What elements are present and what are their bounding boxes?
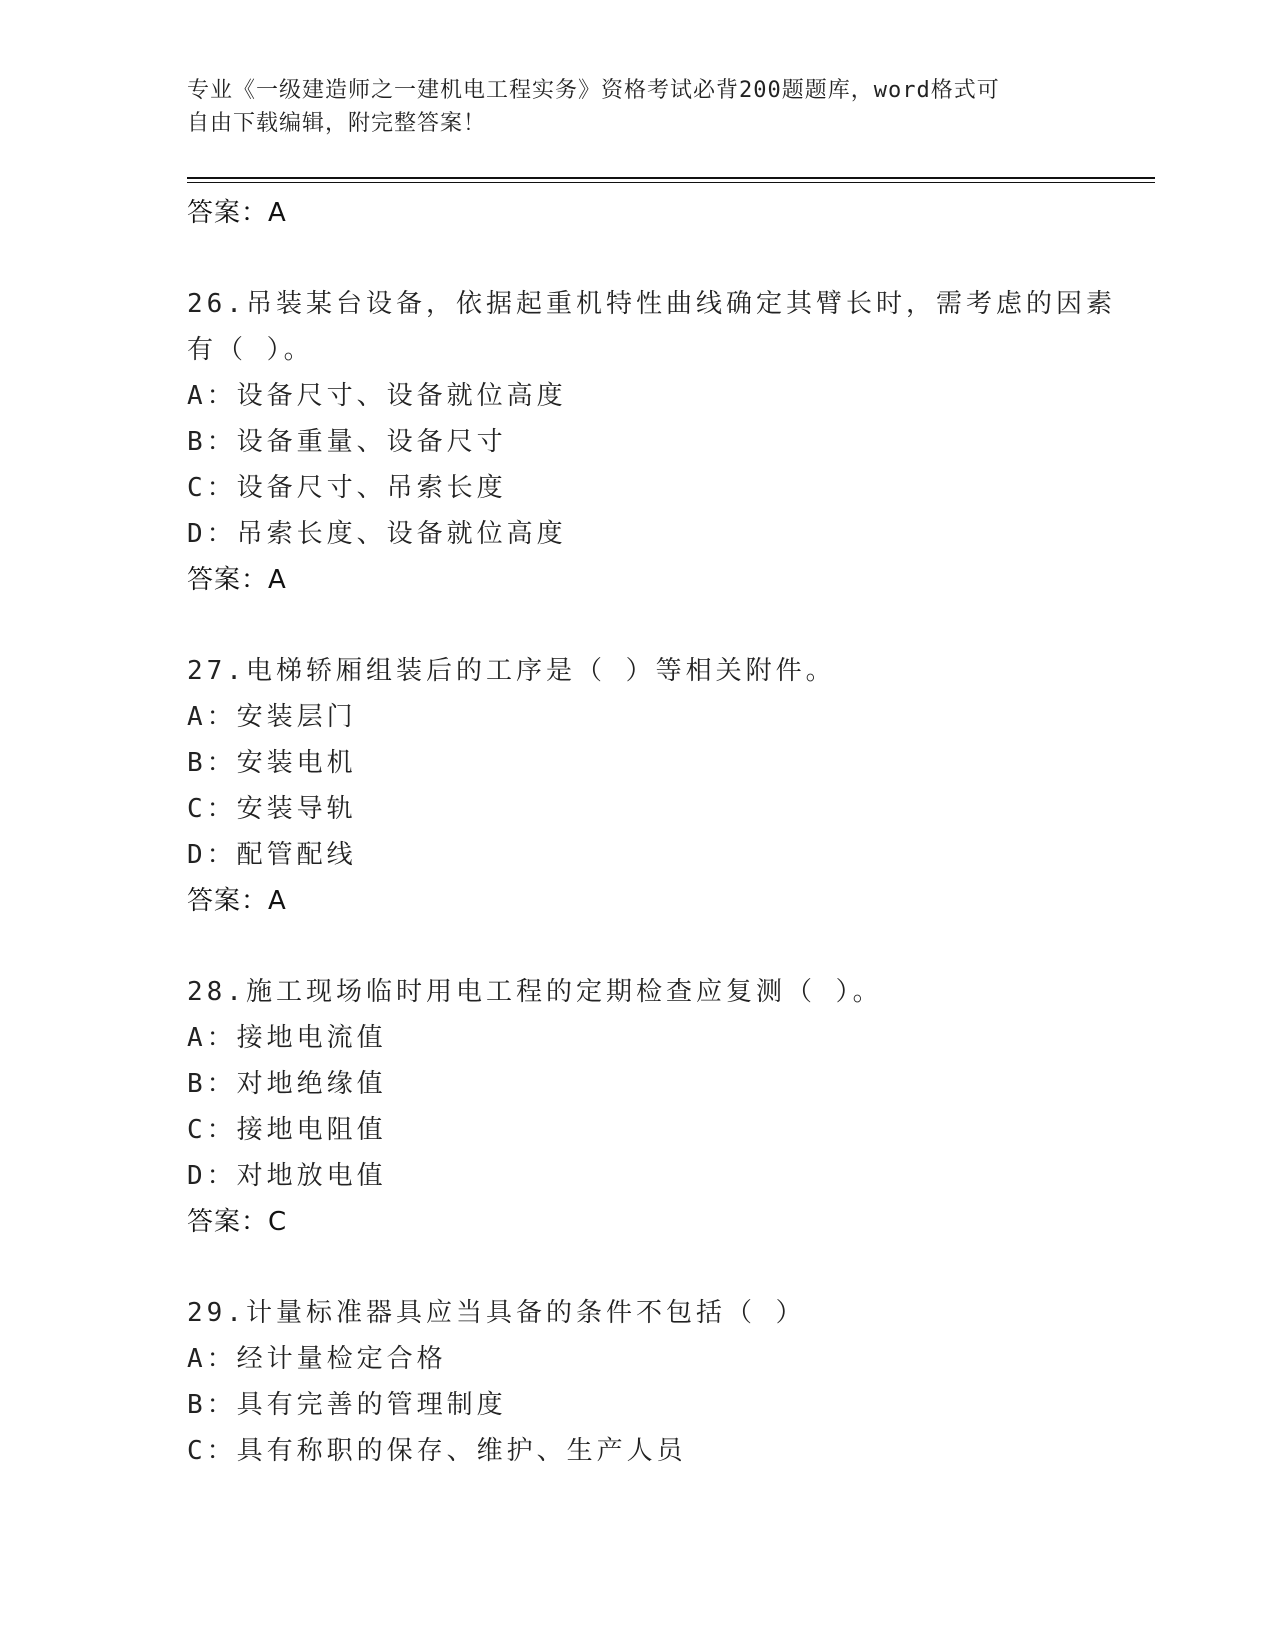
answer: 答案：A (187, 565, 287, 595)
question-list (187, 190, 1155, 1519)
question-27 (187, 648, 1155, 924)
option-c: C：设备尺寸、吊索长度 (187, 473, 507, 503)
header-line-1: 专业《一级建造师之一建机电工程实务》资格考试必背200题题库，word格式可 (187, 78, 1000, 103)
page-header (187, 74, 1087, 140)
option-a: A：安装层门 (187, 702, 357, 732)
option-d: D：对地放电值 (187, 1161, 387, 1191)
option-b: B：具有完善的管理制度 (187, 1390, 507, 1420)
header-divider-thin (187, 182, 1155, 183)
question-29 (187, 1290, 1155, 1474)
option-d: D：配管配线 (187, 840, 357, 870)
option-c: C：安装导轨 (187, 794, 357, 824)
question-28 (187, 969, 1155, 1245)
option-a: A：接地电流值 (187, 1023, 387, 1053)
option-c: C：具有称职的保存、维护、生产人员 (187, 1436, 687, 1466)
question-stem-continued: 有（ ）。 (187, 335, 314, 365)
option-b: B：设备重量、设备尺寸 (187, 427, 507, 457)
header-line-2: 自由下载编辑，附完整答案！ (187, 111, 487, 136)
question-26 (187, 281, 1155, 603)
option-a: A：经计量检定合格 (187, 1344, 447, 1374)
answer: 答案：C (187, 1207, 288, 1237)
option-c: C：接地电阻值 (187, 1115, 387, 1145)
answer: 答案：A (187, 886, 287, 916)
answer-previous-question: 答案：A (187, 198, 287, 228)
header-divider-thick (187, 177, 1155, 179)
question-stem: 29.计量标准器具应当具备的条件不包括（ ） (187, 1298, 806, 1328)
question-stem: 26.吊装某台设备，依据起重机特性曲线确定其臂长时，需考虑的因素 (187, 289, 1116, 319)
option-b: B：安装电机 (187, 748, 357, 778)
question-stem: 27.电梯轿厢组装后的工序是（ ）等相关附件。 (187, 656, 836, 686)
option-a: A：设备尺寸、设备就位高度 (187, 381, 567, 411)
question-stem: 28.施工现场临时用电工程的定期检查应复测（ ）。 (187, 977, 883, 1007)
option-b: B：对地绝缘值 (187, 1069, 387, 1099)
option-d: D：吊索长度、设备就位高度 (187, 519, 567, 549)
